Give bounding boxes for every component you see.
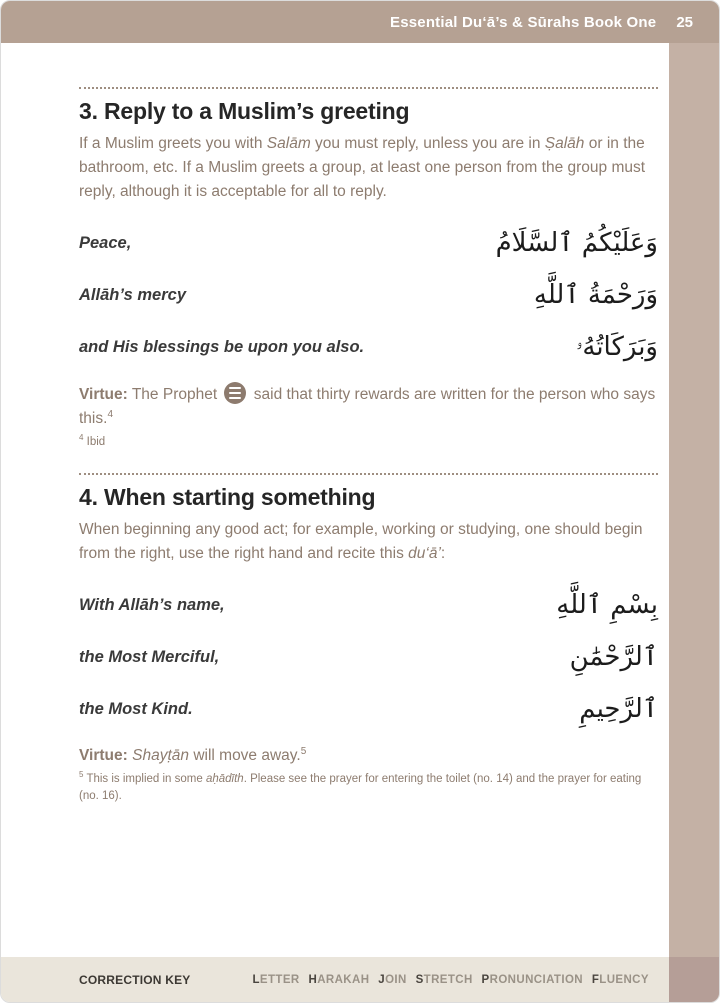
correction-key-legend	[252, 974, 649, 986]
footnote: $^4$ Ibid	[79, 433, 106, 448]
virtue-text: Virtue: The Prophet said that thirty rewards are written for the person who says this.$^4$	[79, 382, 660, 431]
verse-row	[79, 683, 658, 735]
page-content	[1, 43, 669, 805]
section-heading: 4. When starting something	[79, 484, 376, 510]
section-separator	[79, 473, 658, 475]
page-number: 25	[676, 13, 693, 31]
verse-translation: With Allāh’s name,	[79, 595, 225, 614]
page-header-band	[1, 1, 719, 43]
verse-translation: the Most Kind.	[79, 699, 193, 718]
verse-arabic: وَعَلَيْكُمُ ٱلسَّلَامُ	[495, 228, 658, 258]
legend-item-join: JOIN	[378, 973, 407, 986]
footnote: $^5$ This is implied in some aḥādīth. Please see the prayer for entering the toilet (no. 14) and the prayer for eating (no. 16).	[79, 770, 642, 802]
verse-arabic: ٱلرَّحِيمِ	[579, 694, 658, 724]
correction-key-label: CORRECTION KEY	[79, 972, 191, 987]
verse-row	[79, 269, 658, 321]
verse-list	[79, 217, 658, 373]
book-title: Essential Du‘ā’s & Sūrahs Book One	[389, 13, 657, 31]
verse-translation: Peace,	[79, 233, 132, 252]
legend-item-harakah: HARAKAH	[308, 973, 370, 986]
verse-row	[79, 321, 658, 373]
section-separator	[79, 87, 658, 89]
page-edge-strip-bottom	[669, 957, 720, 1002]
verse-arabic: بِسْمِ ٱللَّهِ	[556, 590, 658, 620]
verse-row	[79, 631, 658, 683]
verse-arabic: ٱلرَّحْمَٰنِ	[569, 642, 658, 672]
section-intro: If a Muslim greets you with Salām you must reply, unless you are in Ṣalāh or in the bathroom, etc. If a Muslim greets a group, at least one person from the group must reply, although it is acceptable for all to reply.	[79, 135, 646, 200]
legend-item-fluency: FLUENCY	[591, 973, 649, 986]
legend-item-stretch: STRETCH	[415, 973, 473, 986]
verse-list	[79, 579, 658, 735]
page-edge-strip	[669, 43, 720, 1002]
legend-item-letter: LETTER	[252, 973, 300, 986]
verse-arabic: وَرَحْمَةُ ٱللَّهِ	[533, 280, 658, 310]
virtue-text: Virtue: Shayṭān will move away.$^5$	[79, 745, 307, 764]
verse-arabic: وَبَرَكَاتُهُۥ	[575, 332, 658, 362]
verse-translation: Allāh’s mercy	[79, 285, 187, 304]
prophet-seal-icon	[224, 382, 246, 404]
verse-row	[79, 217, 658, 269]
verse-translation: and His blessings be upon you also.	[79, 337, 365, 356]
legend-item-pronunciation: PRONUNCIATION	[481, 973, 583, 986]
verse-row	[79, 579, 658, 631]
verse-translation: the Most Merciful,	[79, 647, 220, 666]
correction-key-bar	[1, 957, 719, 1002]
section-heading: 3. Reply to a Muslim’s greeting	[79, 98, 410, 124]
section-intro: When beginning any good act; for example, working or studying, one should begin from the right, use the right hand and recite this du‘ā’:	[79, 521, 643, 562]
